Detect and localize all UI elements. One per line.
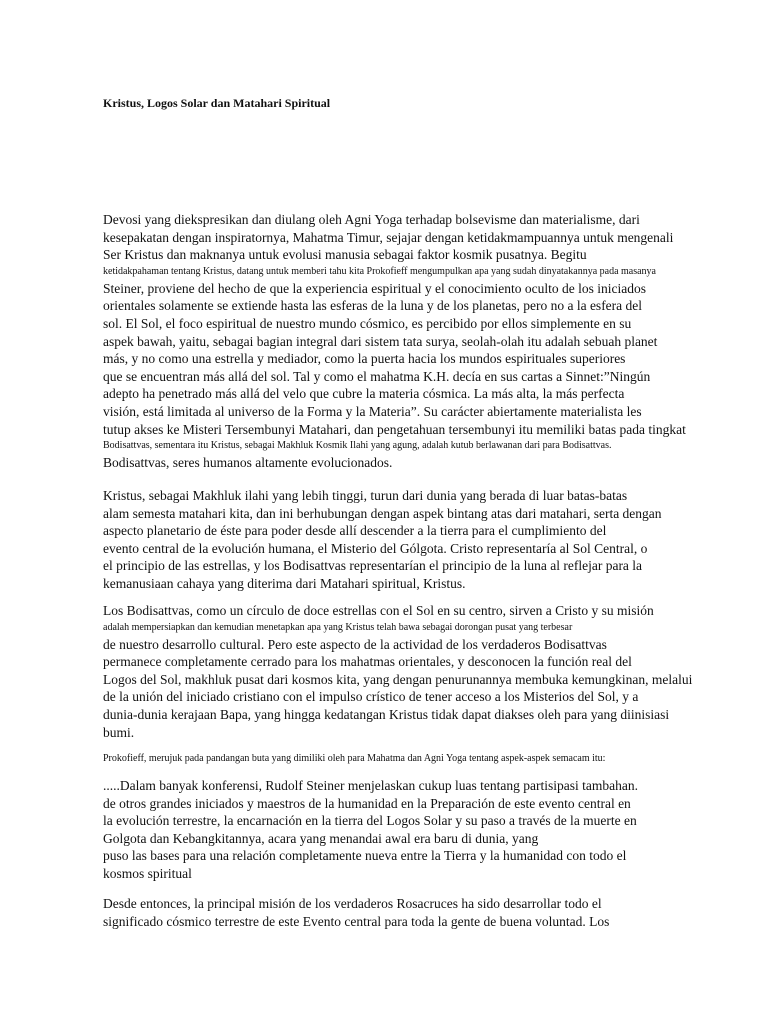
text-line: sol. El Sol, el foco espiritual de nuestro mundo cósmico, es percibido por ellos simplemente en su	[103, 315, 632, 331]
text-line: orientales solamente se extiende hasta las esferas de la luna y de los planetas, pero no a la esfera del	[103, 298, 643, 314]
paragraph-2	[103, 487, 743, 593]
text-line: de nuestro desarrollo cultural. Pero este aspecto de la actividad de los verdaderos Bodisattvas	[103, 636, 607, 652]
text-line: Golgota dan Kebangkitannya, acara yang menandai awal era baru di dunia, yang	[103, 830, 539, 846]
text-line: evento central de la evolución humana, el Misterio del Gólgota. Cristo representaría al Sol Central, o	[103, 540, 648, 556]
text-line: aspecto planetario de éste para poder desde allí descender a la tierra para el cumplimiento del	[103, 523, 607, 539]
text-line: Bodisattvas, seres humanos altamente evolucionados.	[103, 455, 393, 471]
text-line: aspek bawah, yaitu, sebagai bagian integral dari sistem tata surya, seolah-olah itu adalah sebuah planet	[103, 333, 658, 349]
text-line: Logos del Sol, makhluk pusat dari kosmos kita, yang dengan penurunannya membuka kemungkinan, melalui	[103, 671, 693, 687]
text-line: Bodisattvas, sementara itu Kristus, sebagai Makhluk Kosmik Ilahi yang agung, adalah kutub berlawanan dari para Bodisattvas.	[103, 440, 612, 452]
text-line: la evolución terrestre, la encarnación en la tierra del Logos Solar y su paso a través de la muerte en	[103, 813, 637, 829]
text-line: adalah mempersiapkan dan kemudian menetapkan apa yang Kristus telah bawa sebagai dorongan pusat yang terbesar	[103, 621, 573, 633]
text-line: kosmos spiritual	[103, 865, 192, 881]
text-line: de la unión del iniciado cristiano con el impulso crístico de tener acceso a los Misterios del Sol, y a	[103, 689, 639, 705]
text-line: Prokofieff, merujuk pada pandangan buta yang dimiliki oleh para Mahatma dan Agni Yoga tentang aspek-aspek semacam itu:	[103, 753, 606, 764]
text-line: permanece completamente cerrado para los mahatmas orientales, y desconocen la función real del	[103, 654, 632, 670]
text-line: .....Dalam banyak konferensi, Rudolf Steiner menjelaskan cukup luas tentang partisipasi tambahan.	[103, 778, 638, 793]
text-line: Steiner, proviene del hecho de que la experiencia espiritual y el conocimiento oculto de los iniciados	[103, 280, 647, 296]
paragraph-3	[103, 602, 743, 741]
text-line: tutup akses ke Misteri Tersembunyi Matahari, dan pengetahuan tersembunyi itu memiliki batas pada tingkat	[103, 421, 686, 437]
paragraph-5	[103, 777, 743, 883]
text-line: bumi.	[103, 724, 135, 740]
text-line: dunia-dunia kerajaan Bapa, yang hingga kedatangan Kristus tidak dapat diakses oleh para yang diinisiasi	[103, 706, 670, 722]
text-line: visión, está limitada al universo de la Forma y la Materia”. Su carácter abiertamente materialista les	[103, 403, 642, 419]
text-line: Kristus, sebagai Makhluk ilahi yang lebih tinggi, turun dari dunia yang berada di luar batas-batas	[103, 488, 628, 503]
text-line: de otros grandes iniciados y maestros de la humanidad en la Preparación de este evento central en	[103, 795, 631, 811]
text-line: ketidakpahaman tentang Kristus, datang untuk memberi tahu kita Prokofieff mengumpulkan apa yang sudah dinyatakannya pada masanya	[103, 265, 656, 277]
text-line: Devosi yang diekspresikan dan diulang oleh Agni Yoga terhadap bolsevisme dan materialisme, dari	[103, 212, 640, 227]
page-title: Kristus, Logos Solar dan Matahari Spiritual	[103, 96, 331, 110]
paragraph-6	[103, 895, 743, 930]
text-line: Desde entonces, la principal misión de los verdaderos Rosacruces ha sido desarrollar todo el	[103, 896, 602, 911]
text-line: alam semesta matahari kita, dan ini berhubungan dengan aspek bintang atas dari matahari, serta dengan	[103, 505, 662, 521]
text-line: kemanusiaan cahaya yang diterima dari Matahari spiritual, Kristus.	[103, 575, 466, 591]
text-line: kesepakatan dengan inspiratornya, Mahatma Timur, sejajar dengan ketidakmampuannya untuk mengenali	[103, 229, 674, 245]
text-line: puso las bases para una relación completamente nueva entre la Tierra y la humanidad con todo el	[103, 848, 627, 864]
text-line: Los Bodisattvas, como un círculo de doce estrellas con el Sol en su centro, sirven a Cristo y su misión	[103, 603, 654, 618]
paragraph-4	[103, 751, 743, 767]
text-line: más, y no como una estrella y mediador, como la puerta hacia los mundos espirituales superiores	[103, 351, 626, 367]
text-line: significado cósmico terrestre de este Evento central para toda la gente de buena voluntad. Los	[103, 913, 610, 929]
text-line: adepto ha penetrado más allá del velo que cubre la materia cósmica. La más alta, la más perfecta	[103, 386, 625, 402]
text-line: que se encuentran más allá del sol. Tal y como el mahatma K.H. decía en sus cartas a Sinnet:”Ningún	[103, 368, 651, 384]
text-line: Ser Kristus dan maknanya untuk evolusi manusia sebagai faktor kosmik pusatnya. Begitu	[103, 247, 587, 263]
paragraph-1	[103, 211, 743, 472]
text-line: el principio de las estrellas, y los Bodisattvas representarían el principio de la luna al reflejar para la	[103, 558, 643, 574]
